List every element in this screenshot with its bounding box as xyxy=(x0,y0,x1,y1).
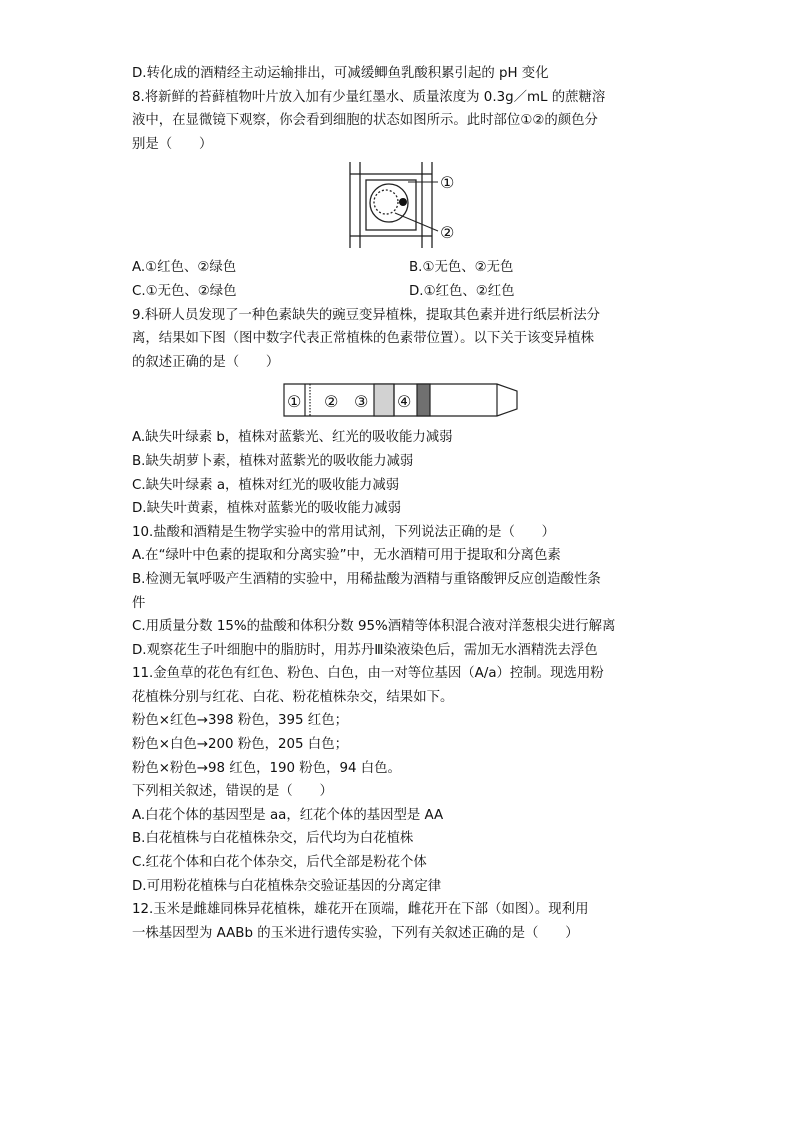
q9-option-a: A.缺失叶绿素 b，植株对蓝紫光、红光的吸收能力减弱 xyxy=(132,430,453,446)
cell-wall xyxy=(360,174,422,236)
q11-cross-2: 粉色×白色→200 粉色，205 白色； xyxy=(132,737,348,753)
q10-option-b-line-2: 件 xyxy=(132,595,146,611)
q7-option-d: D.转化成的酒精经主动运输排出，可减缓鲫鱼乳酸积累引起的 pH 变化 xyxy=(132,66,549,81)
q11-stem-line-2: 花植株分别与红花、白花、粉花植株杂交，结果如下。 xyxy=(132,689,454,705)
strip-label-3: ③ xyxy=(354,392,369,412)
q8-option-c: C.①无色、②绿色 xyxy=(132,283,237,299)
q9-option-c: C.缺失叶绿素 a，植株对红光的吸收能力减弱 xyxy=(132,477,400,493)
q8-stem-line-1: 8.将新鲜的苔藓植物叶片放入加有少量红墨水、质量浓度为 0.3g／mL 的蔗糖溶 xyxy=(132,89,606,105)
q8-option-a: A.①红色、②绿色 xyxy=(132,260,237,276)
q11-option-a: A.白花个体的基因型是 aa，红花个体的基因型是 AA xyxy=(132,807,444,823)
q8-label-1: ① xyxy=(440,173,455,193)
q11-option-b: B.白花植株与白花植株杂交，后代均为白花植株 xyxy=(132,831,414,847)
q8-option-d: D.①红色、②红色 xyxy=(409,283,515,299)
q8-option-b: B.①无色、②无色 xyxy=(409,260,514,276)
q8-stem-line-2: 液中，在显微镜下观察，你会看到细胞的状态如图所示。此时部位①②的颜色分 xyxy=(132,113,598,129)
q10-option-b-line-1: B.检测无氧呼吸产生酒精的实验中，用稀盐酸为酒精与重铬酸钾反应创造酸性条 xyxy=(132,571,601,587)
q10-option-a: A.在“绿叶中色素的提取和分离实验”中，无水酒精可用于提取和分离色素 xyxy=(132,548,561,564)
nucleus xyxy=(399,198,407,206)
q8-options-row-2 xyxy=(132,280,672,304)
q8-options-row-1 xyxy=(132,256,672,280)
q11-option-d: D.可用粉花植株与白花植株杂交验证基因的分离定律 xyxy=(132,878,442,894)
strip-label-4: ④ xyxy=(397,392,412,412)
q8-stem-line-3: 别是（ ） xyxy=(132,136,213,152)
q9-stem-line-1: 9.科研人员发现了一种色素缺失的豌豆变异植株，提取其色素并进行纸层析法分 xyxy=(132,307,601,323)
strip-label-1: ① xyxy=(287,392,302,412)
q11-question: 下列相关叙述，错误的是（ ） xyxy=(132,784,333,800)
q8-label-2: ② xyxy=(440,223,455,243)
q9-chromatography-strip xyxy=(132,374,672,426)
q12-stem-line-1: 12.玉米是雌雄同株异花植株，雄花开在顶端，雌花开在下部（如图）。现利用 xyxy=(132,902,589,918)
q12-stem-line-2: 一株基因型为 AABb 的玉米进行遗传实验，下列有关叙述正确的是（ ） xyxy=(132,925,579,941)
q10-option-d: D.观察花生子叶细胞中的脂肪时，用苏丹Ⅲ染液染色后，需加无水酒精洗去浮色 xyxy=(132,642,598,658)
vacuole xyxy=(374,190,398,214)
q10-stem: 10.盐酸和酒精是生物学实验中的常用试剂，下列说法正确的是（ ） xyxy=(132,524,556,540)
q11-cross-1: 粉色×红色→398 粉色，395 红色； xyxy=(132,713,348,729)
q11-stem-line-1: 11.金鱼草的花色有红色、粉色、白色，由一对等位基因（A/a）控制。现选用粉 xyxy=(132,666,604,682)
q9-option-d: D.缺失叶黄素，植株对蓝紫光的吸收能力减弱 xyxy=(132,501,401,517)
q11-option-c: C.红花个体和白花个体杂交，后代全部是粉花个体 xyxy=(132,855,427,871)
strip-label-2: ② xyxy=(324,392,339,412)
q8-cell-figure xyxy=(132,156,672,256)
q10-option-c: C.用质量分数 15%的盐酸和体积分数 95%酒精等体积混合液对洋葱根尖进行解离 xyxy=(132,619,616,635)
q9-stem-line-3: 的叙述正确的是（ ） xyxy=(132,354,280,370)
q11-cross-3: 粉色×粉色→98 红色，190 粉色，94 白色。 xyxy=(132,760,401,776)
exam-page xyxy=(132,62,672,945)
q9-option-b: B.缺失胡萝卜素，植株对蓝紫光的吸收能力减弱 xyxy=(132,453,414,469)
q9-stem-line-2: 离，结果如下图（图中数字代表正常植株的色素带位置）。以下关于该变异植株 xyxy=(132,331,594,347)
